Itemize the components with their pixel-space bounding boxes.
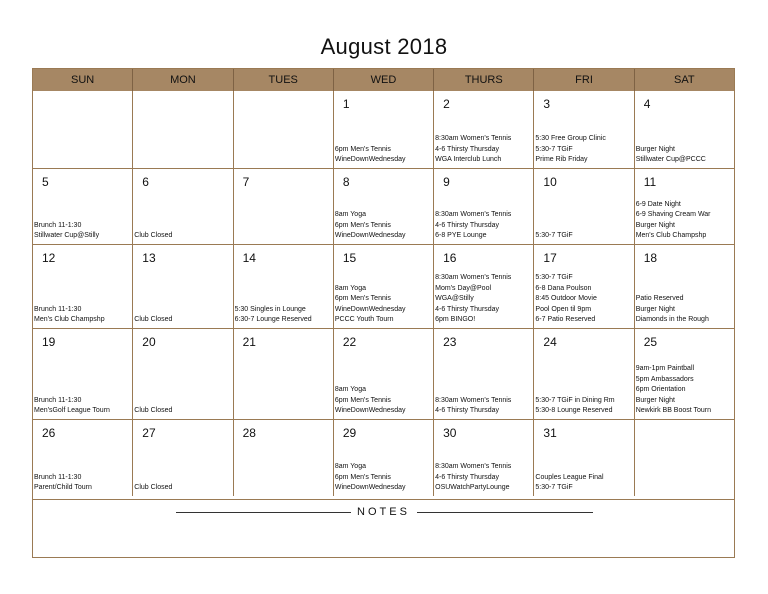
event-list <box>335 284 432 326</box>
event-item: PCCC Youth Tourn <box>334 316 394 324</box>
event-item: Patio Reserved <box>635 295 684 303</box>
event-item: OSUWatchPartyLounge <box>435 484 510 492</box>
day-cell[interactable] <box>133 329 233 419</box>
event-list <box>335 210 432 242</box>
event-item: 8:30am Women's Tennis <box>435 463 512 471</box>
day-cell[interactable] <box>33 420 133 496</box>
event-item: 6pm Men's Tennis <box>334 295 391 303</box>
event-item: 5:30-7 TGiF <box>535 484 573 492</box>
event-list <box>134 231 231 242</box>
weekday-fri: FRI <box>534 69 634 91</box>
day-cell[interactable] <box>534 169 634 244</box>
day-cell[interactable] <box>234 91 334 168</box>
event-list <box>435 134 532 166</box>
day-number: 15 <box>342 251 357 265</box>
weeks-container <box>33 91 734 496</box>
event-item: Prime Rib Friday <box>535 156 588 164</box>
weekday-sat: SAT <box>674 74 695 86</box>
day-number: 21 <box>242 335 256 349</box>
event-item: Burger Night <box>635 396 675 404</box>
calendar-grid <box>32 68 735 558</box>
event-item: WineDownWednesday <box>334 232 406 240</box>
event-list <box>335 385 432 417</box>
week-row <box>33 328 734 419</box>
day-cell[interactable] <box>635 329 734 419</box>
day-cell[interactable] <box>434 420 534 496</box>
event-item: 4-6 Thirsty Thursday <box>435 473 500 481</box>
weekday-mon: MON <box>133 69 233 91</box>
day-number: 5 <box>42 175 49 189</box>
event-list <box>435 462 532 494</box>
day-number: 14 <box>242 251 256 265</box>
event-list <box>335 462 432 494</box>
event-item: 4-6 Thirsty Thursday <box>435 145 500 153</box>
event-item: 8:30am Women's Tennis <box>435 211 512 219</box>
event-list <box>535 134 632 166</box>
event-item: Newkirk BB Boost Tourn <box>635 407 712 415</box>
day-number: 28 <box>242 426 256 440</box>
event-item: Mom's Day@Pool <box>435 284 492 292</box>
event-item: Pool Open til 9pm <box>535 305 592 313</box>
event-item: Couples League Final <box>535 473 604 481</box>
event-list <box>34 305 131 326</box>
weekday-tue: TUES <box>234 69 334 91</box>
notes-section <box>33 499 734 559</box>
day-cell[interactable] <box>534 420 634 496</box>
event-list <box>636 364 733 417</box>
day-cell[interactable] <box>234 169 334 244</box>
event-item: 8am Yoga <box>334 386 366 394</box>
day-cell[interactable] <box>635 245 734 328</box>
event-item: Diamonds in the Rough <box>635 316 709 324</box>
event-list <box>134 483 231 494</box>
event-item: WGA Interclub Lunch <box>435 156 502 164</box>
event-item: 6pm Men's Tennis <box>334 221 391 229</box>
day-cell[interactable] <box>234 329 334 419</box>
event-list <box>134 406 231 417</box>
event-item: Club Closed <box>134 232 173 240</box>
day-number: 31 <box>543 426 557 440</box>
event-item: Club Closed <box>134 316 173 324</box>
event-item: 6pm Men's Tennis <box>334 396 391 404</box>
day-number: 7 <box>242 175 250 189</box>
event-item: 5:30-8 Lounge Reserved <box>535 407 613 415</box>
day-number: 27 <box>142 426 156 440</box>
day-number: 17 <box>543 251 557 265</box>
event-list <box>34 473 131 494</box>
day-cell[interactable] <box>33 329 133 419</box>
event-item: 9am-1pm Paintball <box>635 365 695 373</box>
day-cell[interactable] <box>434 245 534 328</box>
event-item: 5:30-7 TGiF in Dining Rm <box>535 396 615 404</box>
event-item: 8:30am Women's Tennis <box>435 274 512 282</box>
day-cell[interactable] <box>635 91 734 168</box>
notes-label: NOTES <box>357 506 410 518</box>
day-number: 29 <box>342 426 357 440</box>
day-number: 23 <box>443 335 457 349</box>
day-cell[interactable] <box>33 245 133 328</box>
day-number: 12 <box>42 251 56 265</box>
event-list <box>335 145 432 166</box>
day-number: 16 <box>443 251 457 265</box>
day-cell[interactable] <box>635 420 734 496</box>
event-item: 5:30 Free Group Clinic <box>535 135 606 143</box>
event-item: 8am Yoga <box>334 463 366 471</box>
event-item: 6-7 Patio Reserved <box>535 316 596 324</box>
day-cell[interactable] <box>133 91 233 168</box>
event-item: 6pm Men's Tennis <box>334 473 391 481</box>
day-number: 2 <box>443 97 450 111</box>
week-row <box>33 244 734 328</box>
day-number: 18 <box>643 251 658 265</box>
day-number: 8 <box>342 175 350 189</box>
event-item: 6-8 PYE Lounge <box>435 232 487 240</box>
event-list <box>636 145 733 166</box>
event-list <box>636 294 733 326</box>
event-list <box>535 473 632 494</box>
event-item: Burger Night <box>635 305 675 313</box>
event-item: 6-9 Date Night <box>635 200 681 208</box>
day-number: 26 <box>42 426 56 440</box>
event-item: Men'sGolf League Tourn <box>34 407 110 415</box>
day-number: 9 <box>443 175 450 189</box>
day-cell[interactable] <box>133 420 233 496</box>
event-list <box>235 305 332 326</box>
event-item: 6-8 Dana Poulson <box>535 284 592 292</box>
event-item: WineDownWednesday <box>334 305 406 313</box>
day-cell[interactable] <box>234 420 334 496</box>
event-item: WGA@Stilly <box>435 295 474 303</box>
day-number: 24 <box>543 335 557 349</box>
event-item: 5:30-7 TGiF <box>535 232 573 240</box>
event-item: Club Closed <box>134 407 173 415</box>
event-item: 5:30-7 TGiF <box>535 145 573 153</box>
weekday-thu: THURS <box>434 69 534 91</box>
event-item: Stillwater Cup@PCCC <box>635 156 706 164</box>
event-item: WineDownWednesday <box>334 407 406 415</box>
calendar-title: August 2018 <box>320 34 448 59</box>
day-cell[interactable] <box>33 91 133 168</box>
event-item: Burger Night <box>635 221 675 229</box>
day-number: 13 <box>142 251 156 265</box>
day-cell[interactable] <box>334 245 434 328</box>
event-item: Club Closed <box>134 484 173 492</box>
day-cell[interactable] <box>534 329 634 419</box>
event-list <box>34 221 131 242</box>
day-cell[interactable] <box>434 91 534 168</box>
day-number: 10 <box>543 175 557 189</box>
weekday-wed: WED <box>334 69 434 91</box>
event-item: WineDownWednesday <box>334 484 406 492</box>
event-list <box>435 396 532 417</box>
day-number: 20 <box>142 335 156 349</box>
day-cell[interactable] <box>334 91 434 168</box>
week-row <box>33 91 734 168</box>
day-number: 25 <box>643 335 658 349</box>
event-item: Stillwater Cup@Stilly <box>34 232 100 240</box>
event-item: 6-9 Shaving Cream War <box>635 211 711 219</box>
event-item: 6pm Men's Tennis <box>334 145 391 153</box>
day-cell[interactable] <box>33 169 133 244</box>
weekday-sun: SUN <box>33 69 133 91</box>
day-cell[interactable] <box>534 91 634 168</box>
event-list <box>535 231 632 242</box>
day-number: 22 <box>342 335 357 349</box>
event-item: 4-6 Thirsty Thursday <box>435 407 500 415</box>
event-list <box>535 396 632 417</box>
event-item: Brunch 11-1:30 <box>34 473 82 481</box>
weekday-header <box>33 69 734 91</box>
event-item: 4-6 Thirsty Thursday <box>435 305 500 313</box>
day-cell[interactable] <box>133 245 233 328</box>
event-item: 5:30-7 TGiF <box>535 274 573 282</box>
day-cell[interactable] <box>133 169 233 244</box>
day-number: 19 <box>42 335 56 349</box>
event-list <box>535 273 632 326</box>
event-item: 6pm Orientation <box>635 386 686 394</box>
event-item: Men's Club Champshp <box>635 232 707 240</box>
event-item: 6:30-7 Lounge Reserved <box>234 316 312 324</box>
event-item: 8:30am Women's Tennis <box>435 396 512 404</box>
day-cell[interactable] <box>334 329 434 419</box>
event-item: 8:30am Women's Tennis <box>435 135 512 143</box>
event-list <box>636 200 733 242</box>
day-number: 3 <box>543 97 551 111</box>
event-item: 4-6 Thirsty Thursday <box>435 221 500 229</box>
event-list <box>435 210 532 242</box>
day-cell[interactable] <box>234 245 334 328</box>
event-item: Parent/Child Tourn <box>34 484 92 492</box>
day-number: 30 <box>443 426 457 440</box>
event-item: 8am Yoga <box>334 284 366 292</box>
day-cell[interactable] <box>434 169 534 244</box>
event-list <box>435 273 532 326</box>
day-number: 11 <box>643 175 657 189</box>
day-cell[interactable] <box>334 169 434 244</box>
day-cell[interactable] <box>434 329 534 419</box>
event-item: 5:30 Singles in Lounge <box>234 305 306 313</box>
week-row <box>33 419 734 496</box>
day-cell[interactable] <box>534 245 634 328</box>
event-item: WineDownWednesday <box>334 156 406 164</box>
event-item: 8am Yoga <box>334 211 366 219</box>
notes-rule-right <box>417 512 593 513</box>
event-item: Brunch 11-1:30 <box>34 396 82 404</box>
event-item: Brunch 11-1:30 <box>34 305 82 313</box>
day-number: 4 <box>643 97 651 111</box>
event-item: Brunch 11-1:30 <box>34 221 82 229</box>
event-item: Burger Night <box>635 145 675 153</box>
event-list <box>134 315 231 326</box>
event-item: 6pm BINGO! <box>435 316 476 324</box>
event-item: 5pm Ambassadors <box>635 375 694 383</box>
event-list <box>34 396 131 417</box>
day-number: 6 <box>142 175 149 189</box>
day-cell[interactable] <box>334 420 434 496</box>
event-item: 8:45 Outdoor Movie <box>535 295 597 303</box>
day-cell[interactable] <box>635 169 734 244</box>
day-number: 1 <box>342 97 350 111</box>
event-item: Men's Club Champshp <box>34 316 105 324</box>
week-row <box>33 168 734 244</box>
